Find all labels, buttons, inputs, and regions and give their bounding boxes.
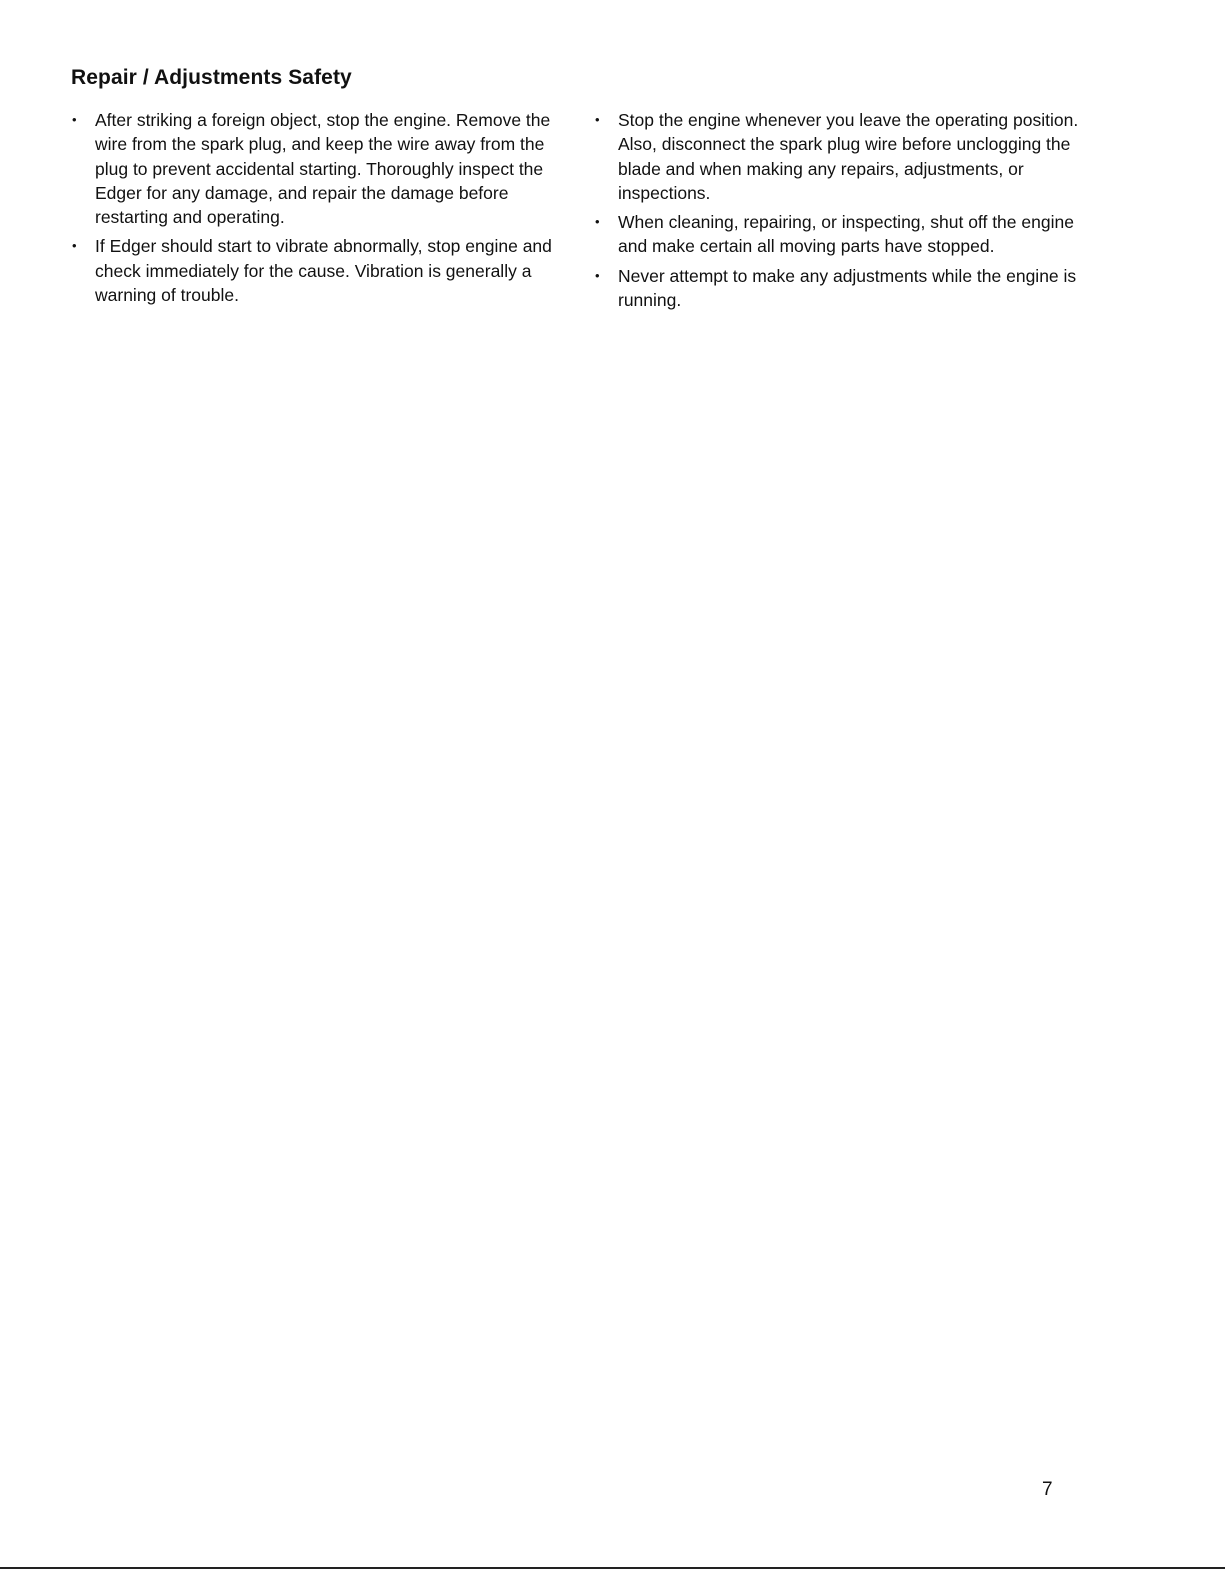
right-column-list	[595, 108, 1085, 317]
section-title: Repair / Adjustments Safety	[71, 66, 352, 89]
bullet-icon: •	[72, 238, 77, 254]
list-item-text: Never attempt to make any adjustments while the engine is running.	[618, 265, 1077, 311]
list-item	[72, 234, 560, 307]
list-item	[595, 108, 1085, 205]
list-item	[595, 210, 1085, 259]
bottom-rule	[0, 1567, 1225, 1569]
list-item-text: Stop the engine whenever you leave the operating position. Also, disconnect the spark plug wire before unclogging the blade and when making any repairs, adjustments, or inspections.	[618, 110, 1079, 203]
page-number: 7	[1042, 1479, 1053, 1500]
bullet-icon: •	[595, 112, 600, 127]
left-column-list	[72, 108, 560, 312]
list-item-text: When cleaning, repairing, or inspecting, shut off the engine and make certain all moving parts have stopped.	[618, 212, 1074, 257]
list-item-text: After striking a foreign object, stop the engine. Remove the wire from the spark plug, and keep the wire away from the plug to prevent accidental starting. Thoroughly inspect the Edger for any damage, and repair the damage before restarting and operating.	[95, 110, 551, 228]
bullet-icon: •	[595, 214, 600, 230]
bullet-icon: •	[72, 112, 77, 127]
list-item	[595, 264, 1085, 313]
bullet-icon: •	[595, 267, 600, 283]
list-item	[72, 108, 560, 229]
list-item-text: If Edger should start to vibrate abnormally, stop engine and check immediately for the cause. Vibration is generally a warning of trouble.	[95, 236, 552, 306]
